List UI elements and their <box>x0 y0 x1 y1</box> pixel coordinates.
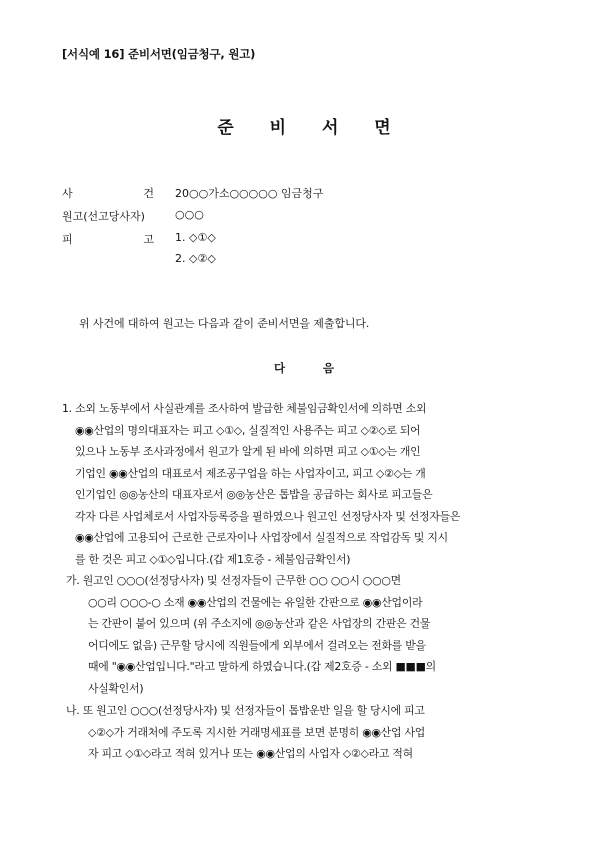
section-ga <box>66 570 436 699</box>
section-1-line: 를 한 것은 피고 ◇①◇입니다.(갑 제1호증 - 체불임금확인서) <box>75 552 351 566</box>
section-1-line: 1. 소외 노동부에서 사실관계를 조사하여 발급한 체불임금확인서에 의하면 소외 <box>62 402 427 415</box>
section-1-line: ◉◉산업에 고용되어 근로한 근로자이나 사업장에서 실질적으로 작업감독 및 지시 <box>75 531 448 544</box>
defendant-item-2: 2. ◇②◇ <box>175 252 216 265</box>
section-na-line: ◇②◇가 거래처에 주도록 지시한 거래명세표를 보면 분명히 ◉◉산업 사업 <box>88 725 425 739</box>
section-1-line: 각자 다른 사업체로서 사업자등록증을 필하였으나 원고인 선정당사자 및 선정자들은 <box>75 509 461 523</box>
section-1-line: ◉◉산업의 명의대표자는 피고 ◇①◇, 실질적인 사용주는 피고 ◇②◇로 되어 <box>75 423 421 437</box>
document-title: 준 비 서 면 <box>217 118 406 138</box>
heading-left: 다 <box>274 361 286 375</box>
case-label-right: 건 <box>143 187 154 200</box>
defendant-row <box>62 231 216 247</box>
section-ga-line: 가. 원고인 ○○○(선정당사자) 및 선정자들이 근무한 ○○ ○○시 ○○○면 <box>66 574 401 587</box>
heading-right: 음 <box>322 361 334 375</box>
section-na-line: 자 피고 ◇①◇라고 적혀 있거나 또는 ◉◉산업의 사업자 ◇②◇라고 적혀 <box>88 747 413 760</box>
defendant-label-left: 피 <box>62 233 73 246</box>
form-label: [서식예 16] 준비서면(임금청구, 원고) <box>62 47 256 61</box>
section-na-line: 나. 또 원고인 ○○○(선정당사자) 및 선정자들이 톱밥운반 일을 할 당시에 피고 <box>66 704 425 717</box>
section-1-line: 기업인 ◉◉산업의 대표로서 제조공구업을 하는 사업자이고, 피고 ◇②◇는 개 <box>75 466 426 480</box>
section-ga-line: 사실확인서) <box>88 681 144 695</box>
intro-text: 위 사건에 대하여 원고는 다음과 같이 준비서면을 제출합니다. <box>79 317 370 330</box>
section-1-line: 있으나 노동부 조사과정에서 원고가 알게 된 바에 의하면 피고 ◇①◇는 개인 <box>75 445 421 458</box>
defendant-row-2 <box>62 252 216 265</box>
plaintiff-row <box>62 208 204 224</box>
section-ga-line: ○○리 ○○○-○ 소재 ◉◉산업의 건물에는 유일한 간판으로 ◉◉산업이라 <box>88 595 423 609</box>
defendant-label-right: 고 <box>143 233 154 246</box>
case-value: 20○○가소○○○○○ 임금청구 <box>175 187 324 200</box>
defendant-item-1: 1. ◇①◇ <box>175 231 216 244</box>
plaintiff-value: ○○○ <box>175 208 204 221</box>
section-na <box>66 700 425 765</box>
section-heading <box>274 360 334 376</box>
section-ga-line: 때에 "◉◉산업입니다."라고 말하게 하였습니다.(갑 제2호증 - 소외 ■■■의 <box>88 660 436 673</box>
section-1 <box>62 398 460 570</box>
case-label-left: 사 <box>62 187 73 200</box>
section-ga-line: 는 간판이 붙어 있으며 (위 주소지에 ◎◎농산과 같은 사업장의 간판은 건물 <box>88 617 431 630</box>
section-1-line: 인기업인 ◎◎농산의 대표자로서 ◎◎농산은 톱밥을 공급하는 회사로 피고들은 <box>75 488 433 501</box>
case-row <box>62 185 323 201</box>
plaintiff-label: 원고(선고당사자) <box>62 210 145 223</box>
section-ga-line: 어디에도 없음) 근무할 당시에 직원들에게 외부에서 걸려오는 전화를 받을 <box>88 638 426 652</box>
